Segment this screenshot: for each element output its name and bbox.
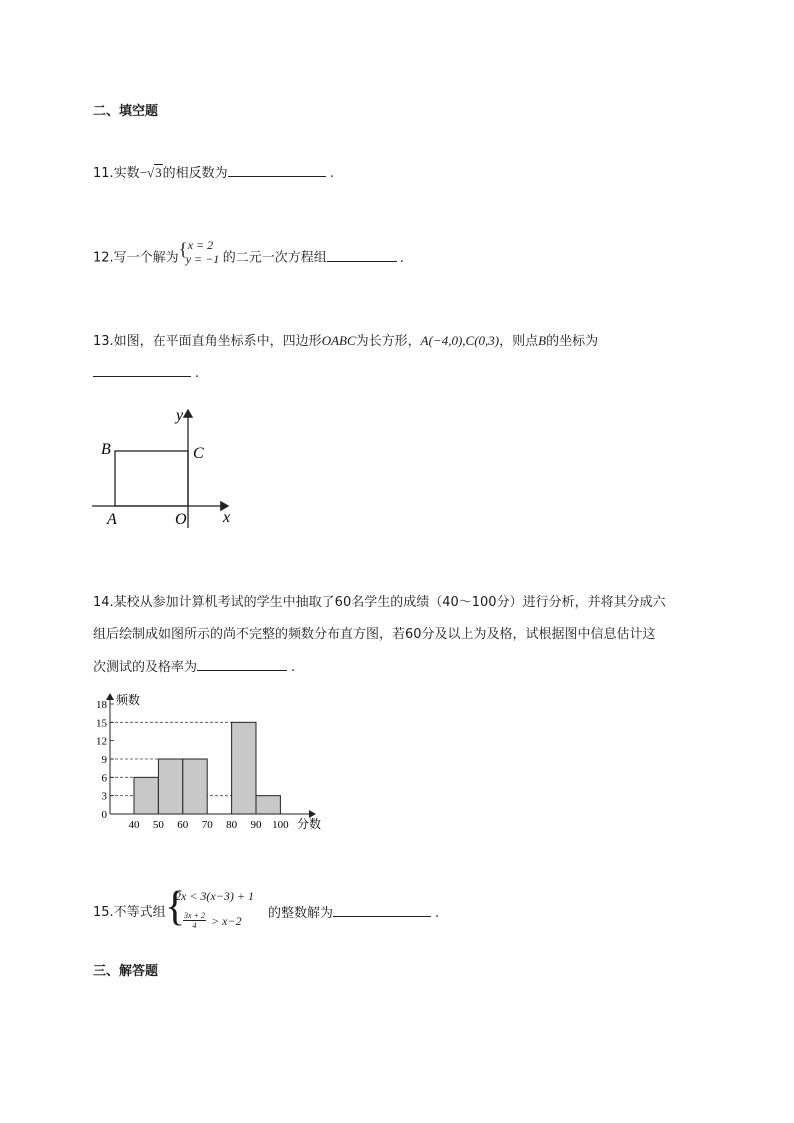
q13-mid2: ，则点 (499, 334, 539, 349)
q13-prefix: 13.如图，在平面直角坐标系中，四边形 (93, 334, 322, 349)
question-11 (93, 164, 334, 183)
section-heading-answers: 三、解答题 (93, 964, 159, 979)
hist-bar-60-70 (183, 759, 207, 814)
hist-bar-80-90 (232, 722, 256, 814)
question-13 (93, 332, 598, 351)
q13-point-a: A(−4,0), (420, 333, 466, 348)
q15-brace-icon: { (165, 884, 186, 930)
hist-xtick-label-60: 60 (177, 819, 189, 831)
q14-line-1: 14.某校从参加计算机考试的学生中抽取了60名学生的成绩（40～100分）进行分析，并将其分成六 (93, 595, 666, 610)
q12-prefix: 12.写一个解为 (93, 250, 179, 266)
hist-xtick-label-40: 40 (128, 819, 140, 831)
q12-suffix: 的二元一次方程组 (222, 250, 327, 266)
hist-xtick-label-100: 100 (272, 819, 289, 831)
label-b: B (101, 441, 111, 458)
q13-point-b: B (538, 333, 547, 348)
hist-ylabel: 频数 (116, 693, 141, 707)
hist-ytick-label-12: 12 (96, 735, 107, 748)
q15-suffix: 的整数解为 (268, 906, 334, 921)
q15-frac-den: 4 (192, 921, 197, 930)
q11-period: . (329, 166, 334, 181)
q12-eq2: y = −1 (185, 252, 220, 266)
q14-line-2: 组后绘制成如图所示的尚不完整的频数分布直方图，若60分及以上为及格，试根据图中信息估计这 (93, 627, 656, 642)
hist-ytick-label-6: 6 (101, 772, 107, 785)
q11-expression: −√3 (139, 165, 162, 180)
q11-prefix: 11.实数 (93, 166, 140, 181)
label-a: A (107, 511, 117, 528)
q11-suffix: 的相反数为 (162, 166, 228, 181)
q13-answer-blank[interactable] (93, 364, 191, 377)
q12-answer-blank[interactable] (327, 249, 397, 262)
q13-mid1: 为长方形， (355, 334, 421, 349)
q12-eq1: x = 2 (187, 238, 214, 252)
q15-frac-num: 3x + 2 (184, 911, 205, 920)
q15-ineq1: 2x < 3(x−3) + 1 (175, 889, 254, 903)
question-12 (93, 238, 404, 268)
hist-xtick-label-90: 90 (250, 819, 262, 831)
coordinate-figure (88, 400, 248, 535)
q12-period: . (399, 250, 404, 266)
q15-prefix: 15.不等式组 (93, 905, 166, 920)
section-heading-fill-in: 二、填空题 (93, 104, 159, 119)
q14-period: . (291, 660, 296, 675)
q14-answer-blank[interactable] (197, 658, 287, 671)
q15-inequality-system (165, 884, 265, 937)
label-y: y (176, 407, 184, 424)
q15-answer-blank[interactable] (333, 904, 431, 917)
hist-ytick-label-15: 15 (96, 717, 107, 730)
q13-period: . (195, 366, 200, 381)
q15-period: . (435, 906, 440, 921)
q11-minus: − (139, 165, 148, 180)
q13-shape: OABC (321, 333, 356, 348)
hist-xtick-label-50: 50 (152, 819, 164, 831)
hist-xtick-label-70: 70 (201, 819, 213, 831)
q15-answer-line (268, 904, 439, 923)
hist-ytick-label-0: 0 (101, 809, 107, 821)
question-13-answer-line (93, 364, 199, 383)
q13-point-c: C(0,3) (465, 333, 500, 348)
label-x: x (223, 509, 231, 526)
rectangle-oabc (115, 451, 188, 506)
hist-ytick-label-9: 9 (101, 754, 107, 766)
q15-fraction (183, 911, 206, 930)
q11-answer-blank[interactable] (228, 164, 326, 177)
q12-solution-system (179, 238, 223, 268)
hist-bar-40-50 (134, 777, 158, 814)
frequency-histogram (85, 688, 335, 838)
hist-bar-90-100 (256, 796, 280, 814)
q13-suffix: 的坐标为 (546, 334, 599, 349)
label-c: C (193, 445, 204, 462)
q14-line-3-text: 次测试的及格率为 (93, 660, 198, 675)
label-o: O (175, 511, 187, 528)
q11-radicand: 3 (155, 165, 162, 180)
hist-ytick-label-18: 18 (96, 699, 107, 711)
q15-ineq2-rest: > x−2 (211, 914, 242, 928)
hist-ytick-label-3: 3 (101, 790, 107, 803)
hist-xlabel: 分数 (297, 817, 322, 831)
hist-bar-50-60 (158, 759, 182, 814)
hist-xtick-label-80: 80 (226, 819, 238, 831)
q15-ineq2 (183, 910, 242, 930)
q12-brace-icon: { (178, 239, 188, 259)
q14-line-3 (93, 658, 295, 677)
